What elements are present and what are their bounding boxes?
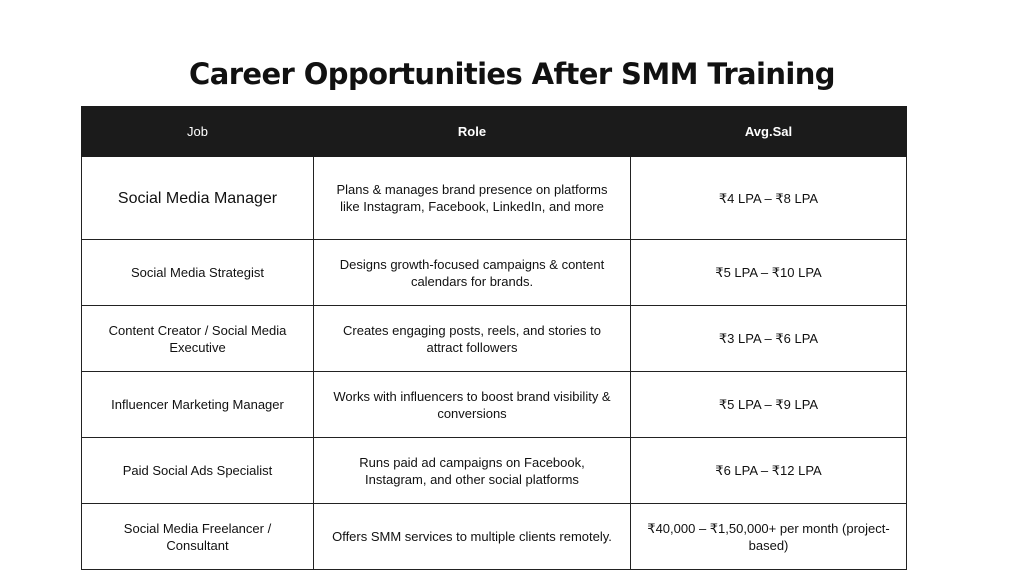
salary-cell: ₹6 LPA – ₹12 LPA (631, 438, 907, 504)
job-cell: Social Media Freelancer / Consultant (82, 504, 314, 570)
column-header-salary: Avg.Sal (631, 107, 907, 157)
column-header-job: Job (82, 107, 314, 157)
table-row (82, 372, 907, 438)
page-title: Career Opportunities After SMM Training (189, 57, 835, 91)
table-row (82, 306, 907, 372)
column-header-role: Role (314, 107, 631, 157)
salary-cell: ₹40,000 – ₹1,50,000+ per month (project-based) (631, 504, 907, 570)
table-row (82, 504, 907, 570)
job-cell: Influencer Marketing Manager (82, 372, 314, 438)
table-row (82, 438, 907, 504)
salary-cell: ₹5 LPA – ₹10 LPA (631, 240, 907, 306)
salary-cell: ₹4 LPA – ₹8 LPA (631, 157, 907, 240)
role-cell: Plans & manages brand presence on platforms like Instagram, Facebook, LinkedIn, and more (314, 157, 631, 240)
salary-cell: ₹5 LPA – ₹9 LPA (631, 372, 907, 438)
role-cell: Works with influencers to boost brand visibility & conversions (314, 372, 631, 438)
role-cell: Offers SMM services to multiple clients remotely. (314, 504, 631, 570)
job-cell: Paid Social Ads Specialist (82, 438, 314, 504)
role-cell: Runs paid ad campaigns on Facebook, Instagram, and other social platforms (314, 438, 631, 504)
career-table (81, 106, 907, 570)
role-cell: Designs growth-focused campaigns & content calendars for brands. (314, 240, 631, 306)
table-header-row (82, 107, 907, 157)
job-cell: Social Media Manager (82, 157, 314, 240)
table-row (82, 240, 907, 306)
role-cell: Creates engaging posts, reels, and stories to attract followers (314, 306, 631, 372)
table-row (82, 157, 907, 240)
salary-cell: ₹3 LPA – ₹6 LPA (631, 306, 907, 372)
job-cell: Content Creator / Social Media Executive (82, 306, 314, 372)
job-cell: Social Media Strategist (82, 240, 314, 306)
